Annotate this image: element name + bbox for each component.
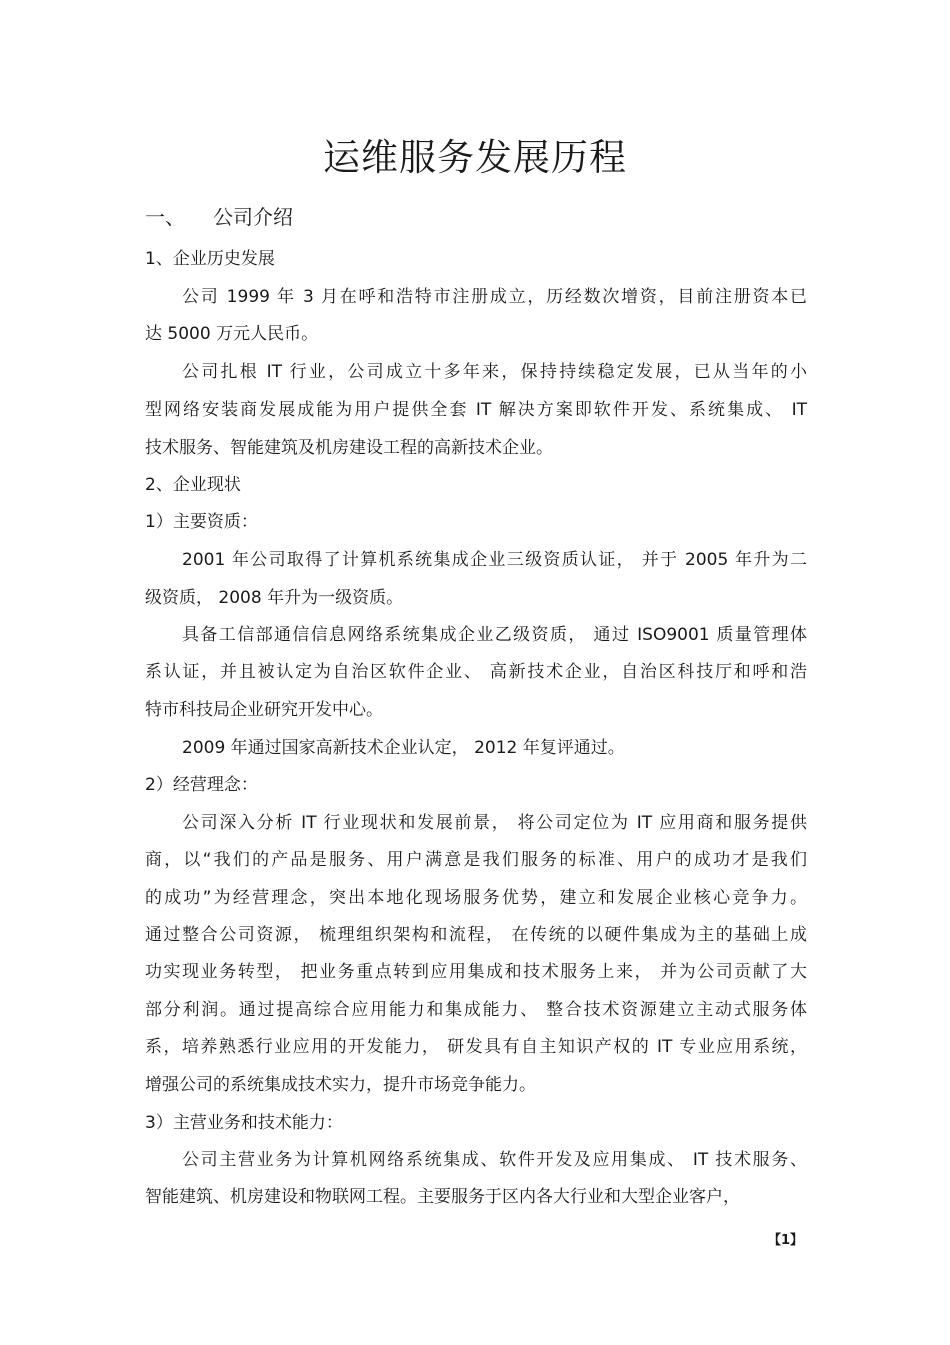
paragraph-line: 公司深入分析 IT 行业现状和发展前景， 将公司定位为 IT 应用商和服务提供 bbox=[182, 813, 807, 833]
section-number: 一、 bbox=[145, 205, 185, 229]
paragraph-line: 公司 1999 年 3 月在呼和浩特市注册成立，历经数次增资，目前注册资本已 bbox=[182, 287, 807, 307]
section-heading bbox=[145, 202, 293, 232]
paragraph-line: 2001 年公司取得了计算机系统集成企业三级资质认证， 并于 2005 年升为二 bbox=[182, 550, 807, 570]
paragraph-line: 公司扎根 IT 行业，公司成立十多年来，保持持续稳定发展，已从当年的小 bbox=[182, 362, 807, 382]
paragraph-line: 达 5000 万元人民币。 bbox=[145, 324, 319, 344]
document-title: 运维服务发展历程 bbox=[323, 136, 627, 179]
subheading-qualifications: 1）主要资质： bbox=[145, 512, 258, 532]
paragraph-line: 具备工信部通信信息网络系统集成企业乙级资质， 通过 ISO9001 质量管理体 bbox=[182, 625, 807, 645]
paragraph-line: 系认证，并且被认定为自治区软件企业、 高新技术企业，自治区科技厅和呼和浩 bbox=[145, 662, 807, 682]
paragraph-line: 通过整合公司资源， 梳理组织架构和流程， 在传统的以硬件集成为主的基础上成 bbox=[145, 925, 807, 945]
section-label: 公司介绍 bbox=[213, 205, 293, 229]
paragraph-line: 增强公司的系统集成技术实力，提升市场竞争能力。 bbox=[145, 1075, 536, 1095]
paragraph-line: 商，以“我们的产品是服务、用户满意是我们服务的标准、用户的成功才是我们 bbox=[145, 850, 807, 870]
paragraph-line: 智能建筑、机房建设和物联网工程。主要服务于区内各大行业和大型企业客户， bbox=[145, 1187, 740, 1207]
paragraph-line: 型网络安装商发展成能为用户提供全套 IT 解决方案即软件开发、系统集成、 IT bbox=[145, 400, 807, 420]
paragraph-line: 的成功”为经营理念，突出本地化现场服务优势，建立和发展企业核心竞争力。 bbox=[145, 888, 807, 908]
subheading-business: 3）主营业务和技术能力： bbox=[145, 1113, 343, 1133]
page-number: 【1】 bbox=[768, 1233, 804, 1248]
paragraph-line: 特市科技局企业研究开发中心。 bbox=[145, 700, 383, 720]
paragraph-line: 2009 年通过国家高新技术企业认定， 2012 年复评通过。 bbox=[182, 738, 625, 758]
paragraph-line: 公司主营业务为计算机网络系统集成、软件开发及应用集成、 IT 技术服务、 bbox=[182, 1150, 807, 1170]
paragraph-line: 功实现业务转型， 把业务重点转到应用集成和技术服务上来， 并为公司贡献了大 bbox=[145, 962, 807, 982]
paragraph-line: 级资质， 2008 年升为一级资质。 bbox=[145, 588, 404, 608]
subheading-status: 2、企业现状 bbox=[145, 475, 241, 495]
subheading-history: 1、企业历史发展 bbox=[145, 249, 275, 269]
subheading-philosophy: 2）经营理念： bbox=[145, 775, 258, 795]
paragraph-line: 技术服务、智能建筑及机房建设工程的高新技术企业。 bbox=[145, 438, 553, 458]
paragraph-line: 部分利润。通过提高综合应用能力和集成能力、 整合技术资源建立主动式服务体 bbox=[145, 1000, 807, 1020]
paragraph-line: 系，培养熟悉行业应用的开发能力， 研发具有自主知识产权的 IT 专业应用系统， bbox=[145, 1037, 807, 1057]
